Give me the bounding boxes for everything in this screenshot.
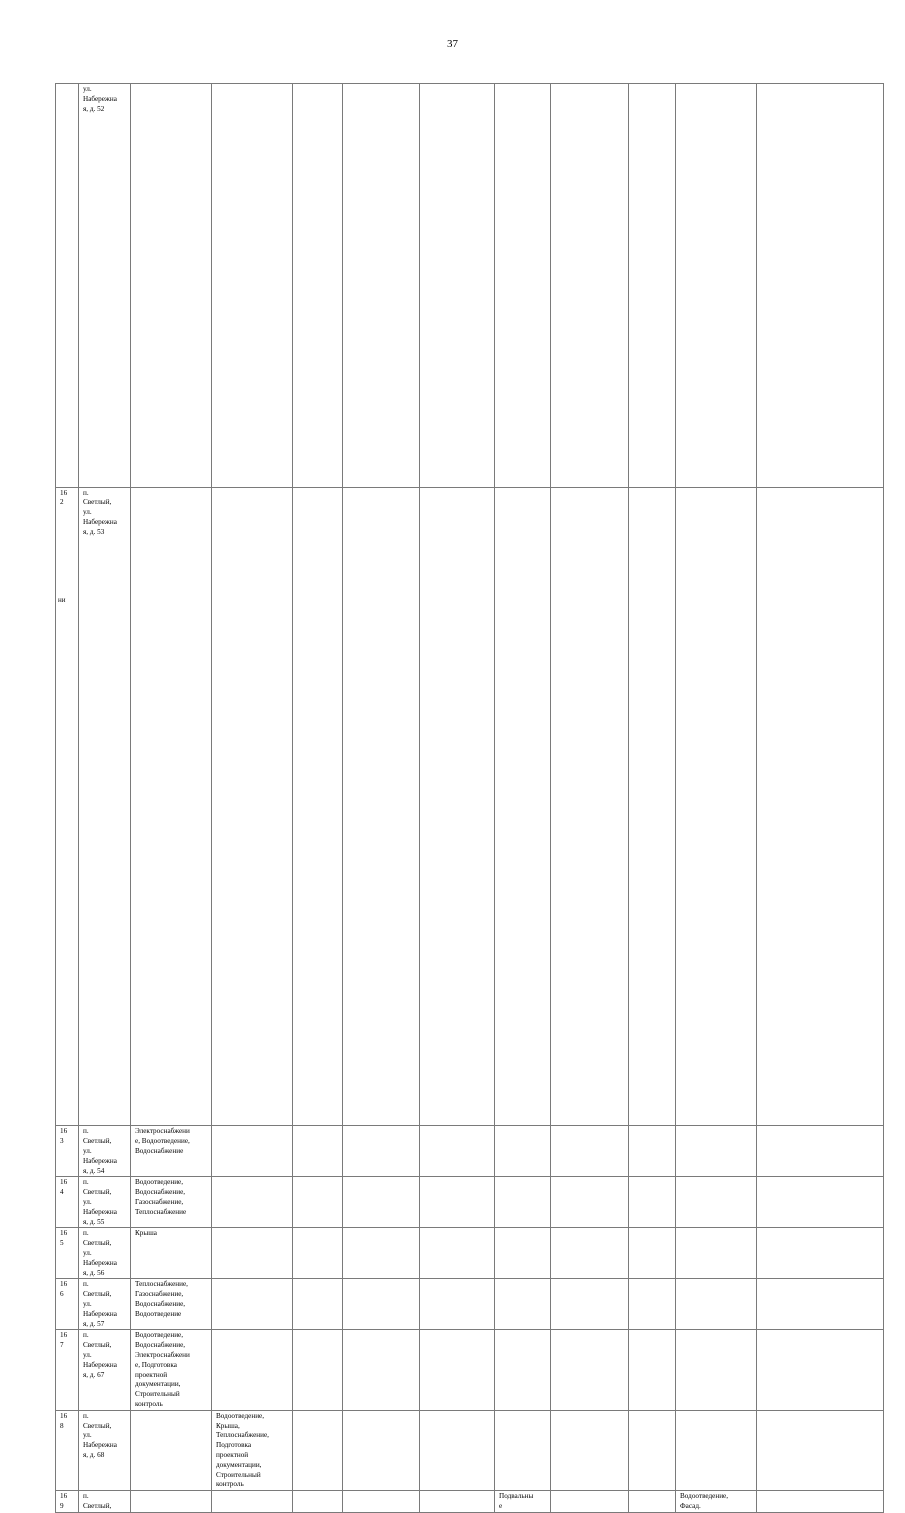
work-type-cell-2: Водоотведение, Крыша, Теплоснабжение, Подготовка проектной документации, Строительный контроль xyxy=(212,1410,293,1490)
address-cell: ул. Набережна я, д. 52 xyxy=(79,84,131,488)
work-type-cell-3 xyxy=(293,1228,343,1279)
work-type-cell-7 xyxy=(551,1228,629,1279)
capital-repair-table xyxy=(55,83,884,1513)
work-type-cell-6 xyxy=(495,84,551,488)
work-type-cell-2 xyxy=(212,1330,293,1410)
work-type-cell-3 xyxy=(293,84,343,488)
work-type-cell-2 xyxy=(212,1491,293,1513)
address-cell: п. Светлый, ул. Набережна я, д. 53 xyxy=(79,487,131,1126)
work-type-cell-9 xyxy=(676,1126,757,1177)
work-type-cell-6 xyxy=(495,1126,551,1177)
table-row xyxy=(56,1330,884,1410)
work-type-cell-4 xyxy=(343,1228,420,1279)
address-cell: п. Светлый, ул. Набережна я, д. 68 xyxy=(79,1410,131,1490)
work-type-cell-7 xyxy=(551,1410,629,1490)
work-type-cell-4 xyxy=(343,84,420,488)
work-type-cell-8 xyxy=(629,1330,676,1410)
work-type-cell-1 xyxy=(131,1410,212,1490)
work-type-cell-7 xyxy=(551,1279,629,1330)
work-type-cell-7 xyxy=(551,1126,629,1177)
work-type-cell-1 xyxy=(131,84,212,488)
address-cell: п. Светлый, xyxy=(79,1491,131,1513)
work-type-cell-9 xyxy=(676,1410,757,1490)
work-type-cell-5 xyxy=(420,1410,495,1490)
work-type-cell-8 xyxy=(629,487,676,1126)
work-type-cell-1 xyxy=(131,1491,212,1513)
work-type-cell-4 xyxy=(343,487,420,1126)
work-type-cell-6 xyxy=(495,1228,551,1279)
work-type-cell-6: Подвальны е xyxy=(495,1491,551,1513)
house-number-cell: 16 6 xyxy=(56,1279,79,1330)
work-type-cell-10 xyxy=(757,1279,884,1330)
work-type-cell-5 xyxy=(420,1177,495,1228)
work-type-cell-3 xyxy=(293,487,343,1126)
work-type-cell-5 xyxy=(420,487,495,1126)
work-type-cell-10 xyxy=(757,1330,884,1410)
work-type-cell-9 xyxy=(676,1330,757,1410)
work-type-cell-4 xyxy=(343,1330,420,1410)
table-row xyxy=(56,487,884,1126)
work-type-cell-3 xyxy=(293,1410,343,1490)
house-number-cell: 16 2 xyxy=(56,487,79,1126)
table-row xyxy=(56,84,884,488)
house-number-cell: 16 8 xyxy=(56,1410,79,1490)
table-row xyxy=(56,1177,884,1228)
address-cell: п. Светлый, ул. Набережна я, д. 54 xyxy=(79,1126,131,1177)
work-type-cell-2 xyxy=(212,84,293,488)
work-type-cell-5 xyxy=(420,1491,495,1513)
work-type-cell-4 xyxy=(343,1177,420,1228)
work-type-cell-6 xyxy=(495,1410,551,1490)
work-type-cell-3 xyxy=(293,1177,343,1228)
work-type-cell-4 xyxy=(343,1491,420,1513)
work-type-cell-5 xyxy=(420,1126,495,1177)
address-cell: п. Светлый, ул. Набережна я, д. 55 xyxy=(79,1177,131,1228)
work-type-cell-1: Водоотведение, Водоснабжение, Газоснабжение, Теплоснабжение xyxy=(131,1177,212,1228)
table-row xyxy=(56,1410,884,1490)
house-number-cell: 16 5 xyxy=(56,1228,79,1279)
work-type-cell-2 xyxy=(212,1177,293,1228)
work-type-cell-1 xyxy=(131,487,212,1126)
work-type-cell-3 xyxy=(293,1279,343,1330)
work-type-cell-8 xyxy=(629,1410,676,1490)
work-type-cell-9 xyxy=(676,84,757,488)
table-row xyxy=(56,1279,884,1330)
work-type-cell-8 xyxy=(629,84,676,488)
work-type-cell-9 xyxy=(676,1228,757,1279)
work-type-cell-7 xyxy=(551,1330,629,1410)
table-row xyxy=(56,1228,884,1279)
work-type-cell-6 xyxy=(495,1279,551,1330)
house-number-cell: 16 9 xyxy=(56,1491,79,1513)
page-number: 37 xyxy=(447,38,458,50)
address-cell: п. Светлый, ул. Набережна я, д. 57 xyxy=(79,1279,131,1330)
work-type-cell-2 xyxy=(212,1228,293,1279)
table-row xyxy=(56,1491,884,1513)
work-type-cell-8 xyxy=(629,1177,676,1228)
work-type-cell-2 xyxy=(212,1126,293,1177)
work-type-cell-10 xyxy=(757,1491,884,1513)
house-number-cell: 16 4 xyxy=(56,1177,79,1228)
work-type-cell-5 xyxy=(420,1228,495,1279)
work-type-cell-6 xyxy=(495,1177,551,1228)
work-type-cell-10 xyxy=(757,1177,884,1228)
work-type-cell-9: Водоотведение, Фасад. xyxy=(676,1491,757,1513)
work-type-cell-1: Электроснабжени е, Водоотведение, Водоснабжение xyxy=(131,1126,212,1177)
work-type-cell-7 xyxy=(551,1177,629,1228)
work-type-cell-5 xyxy=(420,84,495,488)
work-type-cell-5 xyxy=(420,1330,495,1410)
work-type-cell-1: Водоотведение, Водоснабжение, Электроснабжени е, Подготовка проектной документации, Строительный контроль xyxy=(131,1330,212,1410)
house-number-cell: 16 3 xyxy=(56,1126,79,1177)
work-type-cell-7 xyxy=(551,487,629,1126)
work-type-cell-8 xyxy=(629,1228,676,1279)
work-type-cell-8 xyxy=(629,1491,676,1513)
work-type-cell-4 xyxy=(343,1126,420,1177)
work-type-cell-3 xyxy=(293,1126,343,1177)
work-type-cell-6 xyxy=(495,487,551,1126)
work-type-cell-9 xyxy=(676,487,757,1126)
work-type-cell-2 xyxy=(212,1279,293,1330)
work-type-cell-7 xyxy=(551,84,629,488)
work-type-cell-6 xyxy=(495,1330,551,1410)
address-cell: п. Светлый, ул. Набережна я, д. 56 xyxy=(79,1228,131,1279)
work-type-cell-1: Теплоснабжение, Газоснабжение, Водоснабжение, Водоотведение xyxy=(131,1279,212,1330)
house-number-cell xyxy=(56,84,79,488)
work-type-cell-10 xyxy=(757,487,884,1126)
house-number-cell: 16 7 xyxy=(56,1330,79,1410)
work-type-cell-9 xyxy=(676,1279,757,1330)
work-type-cell-10 xyxy=(757,1228,884,1279)
address-cell: п. Светлый, ул. Набережна я, д. 67 xyxy=(79,1330,131,1410)
work-type-cell-3 xyxy=(293,1491,343,1513)
work-type-cell-1: Крыша xyxy=(131,1228,212,1279)
work-type-cell-4 xyxy=(343,1279,420,1330)
work-type-cell-10 xyxy=(757,1126,884,1177)
work-type-cell-2 xyxy=(212,487,293,1126)
table-row xyxy=(56,1126,884,1177)
work-type-cell-4 xyxy=(343,1410,420,1490)
work-type-cell-8 xyxy=(629,1279,676,1330)
work-type-cell-3 xyxy=(293,1330,343,1410)
work-type-cell-10 xyxy=(757,84,884,488)
footer-mark: ни xyxy=(58,596,66,604)
work-type-cell-7 xyxy=(551,1491,629,1513)
work-type-cell-9 xyxy=(676,1177,757,1228)
work-type-cell-10 xyxy=(757,1410,884,1490)
work-type-cell-8 xyxy=(629,1126,676,1177)
work-type-cell-5 xyxy=(420,1279,495,1330)
